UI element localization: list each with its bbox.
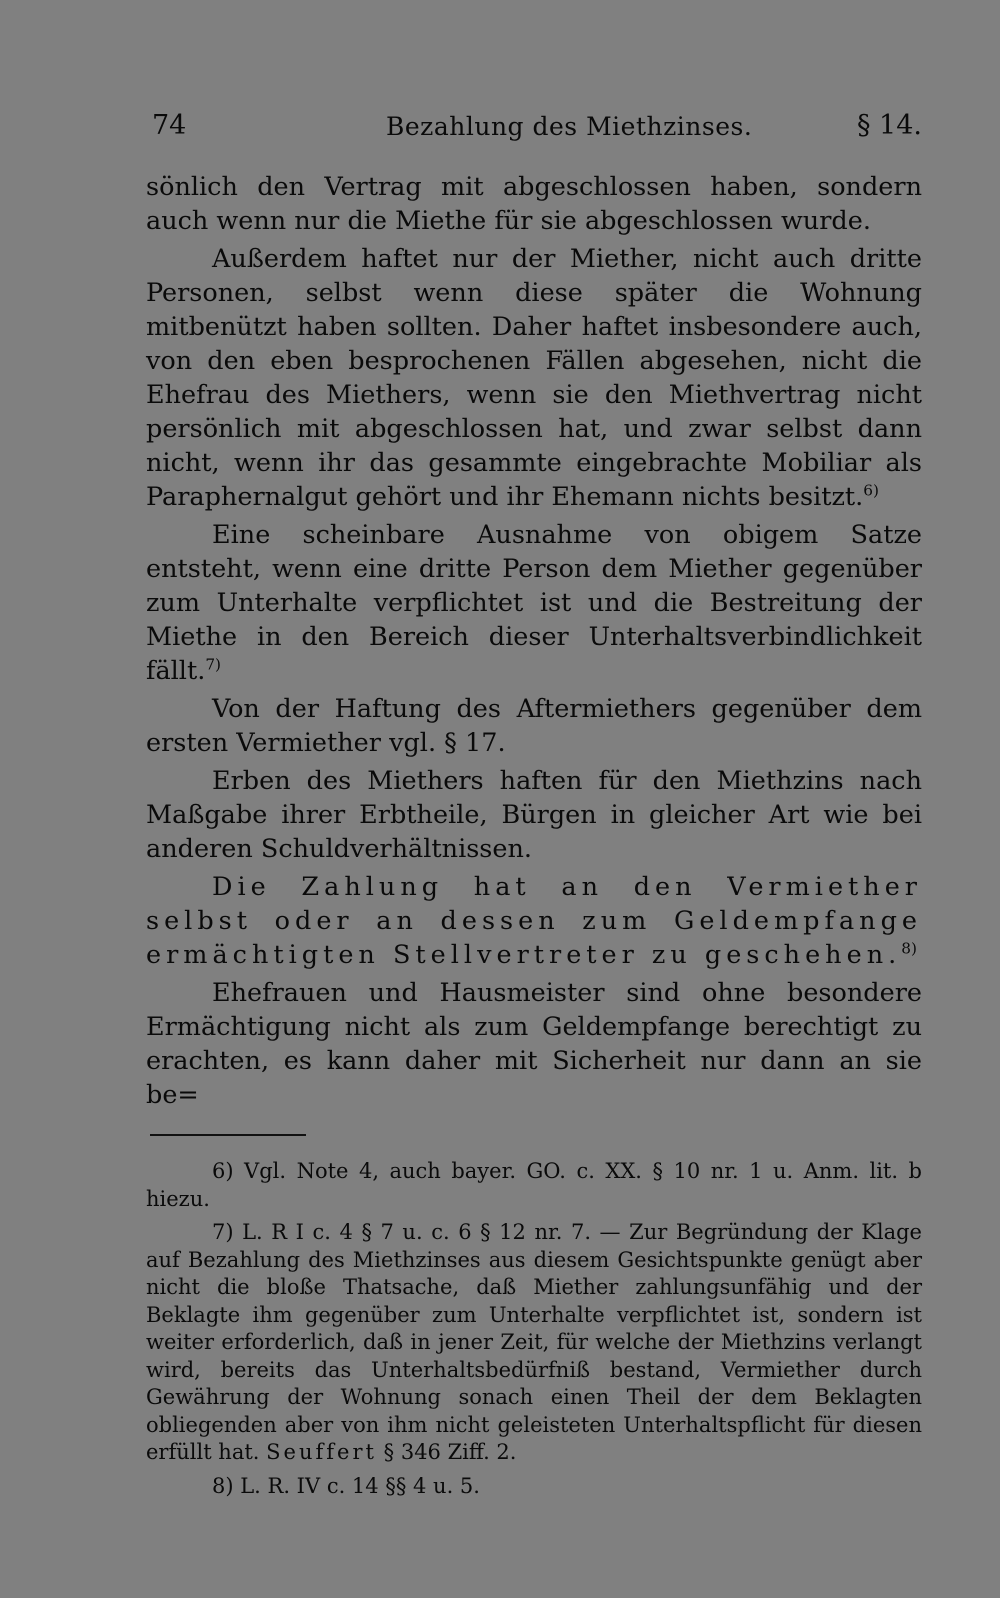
section-number: § 14.: [856, 110, 922, 141]
paragraph-5: Erben des Miethers haften für den Miethzins nach Maßgabe ihrer Erbtheile, Bürgen in gleicher Art wie bei anderen Schuldverhältnissen.: [146, 766, 922, 864]
main-text: [146, 170, 922, 1112]
paragraph-2-text: Außerdem haftet nur der Miether, nicht auch dritte Personen, selbst wenn diese später die Wohnung mitbenützt haben sollten. Daher haftet insbesondere auch, von den eben besprochenen Fällen abgesehen, nicht die Ehefrau des Miethers, wenn sie den Miethvertrag nicht persönlich mit abgeschlossen hat, und zwar selbst dann nicht, wenn ihr das gesammte eingebrachte Mobiliar als Paraphernalgut gehört und ihr Ehemann nichts besitzt.: [146, 244, 922, 512]
footnote-ref-7: 7): [205, 655, 222, 674]
footnote-ref-6: 6): [863, 481, 879, 500]
paragraph-1: sönlich den Vertrag mit abgeschlossen haben, sondern auch wenn nur die Miethe für sie abgeschlossen wurde.: [146, 172, 922, 236]
footnote-7-ref: § 346 Ziff. 2.: [383, 1440, 517, 1464]
paragraph-3-text: Eine scheinbare Ausnahme von obigem Satze entsteht, wenn eine dritte Person dem Miether gegenüber zum Unterhalte verpflichtet ist und die Bestreitung der Miethe in den Bereich dieser Unterhaltsverbindlichkeit fällt.: [146, 520, 922, 686]
paragraph-6-text: Die Zahlung hat an den Vermiether selbst oder an dessen zum Geldempfange ermächtigten Stellvertreter zu geschehen.: [146, 872, 922, 970]
running-header: [146, 106, 922, 146]
paragraph-7: Ehefrauen und Hausmeister sind ohne besondere Ermächtigung nicht als zum Geldempfange berechtigt zu erachten, es kann daher mit Sicherheit nur dann an sie be=: [146, 978, 922, 1110]
paragraph-3: [146, 518, 922, 688]
running-title: Bezahlung des Miethzinses.: [386, 112, 753, 141]
footnote-7-text: 7) L. R I c. 4 § 7 u. c. 6 § 12 nr. 7. — Zur Begründung der Klage auf Bezahlung des Miethzinses aus diesem Gesichtspunkte genügt aber nicht die bloße Thatsache, daß Miether zahlungsunfähig und der Beklagte ihm gegenüber zum Unterhalte verpflichtet ist, sondern ist weiter erforderlich, daß in jener Zeit, für welche der Miethzins verlangt wird, bereits das Unterhaltsbedürfniß bestand, Vermiether durch Gewährung der Wohnung sonach einen Theil der dem Beklagten obliegenden aber von ihm nicht geleisteten Unterhaltspflicht für diesen erfüllt hat.: [146, 1220, 922, 1464]
footnote-ref-8: 8): [901, 939, 917, 958]
footnote-7-author: Seuffert: [266, 1440, 377, 1464]
footnotes: [146, 1158, 922, 1500]
page-number: 74: [152, 110, 187, 141]
footnote-7: [146, 1219, 922, 1467]
paragraph-6: [146, 870, 922, 972]
book-page: [146, 106, 922, 1506]
footnote-divider: [150, 1134, 306, 1136]
footnote-8: 8) L. R. IV c. 14 §§ 4 u. 5.: [212, 1473, 480, 1498]
footnote-6: 6) Vgl. Note 4, auch bayer. GO. c. XX. § 10 nr. 1 u. Anm. lit. b hiezu.: [146, 1159, 922, 1211]
paragraph-2: [146, 242, 922, 514]
paragraph-4: Von der Haftung des Aftermiethers gegenüber dem ersten Vermiether vgl. § 17.: [146, 694, 922, 758]
